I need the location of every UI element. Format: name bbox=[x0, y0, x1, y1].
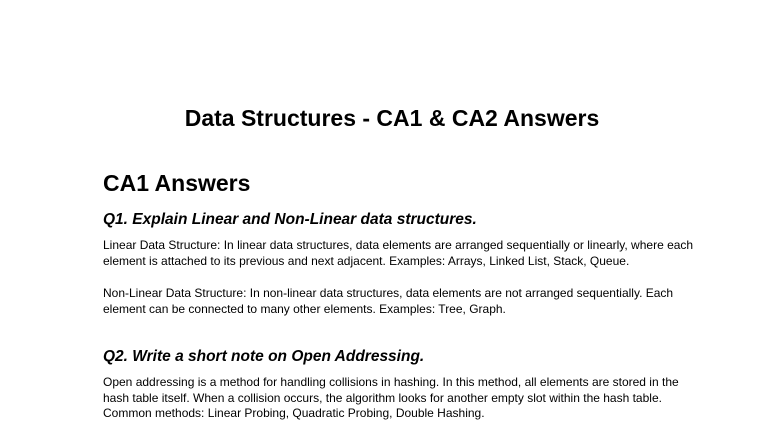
section-heading-ca1: CA1 Answers bbox=[103, 170, 251, 196]
answer-paragraph-non-linear: Non-Linear Data Structure: In non-linear data structures, data elements are not arranged sequentially. Each element can be connected to many other elements. Examples: Tree, Graph. bbox=[103, 286, 674, 316]
answer-paragraph-linear: Linear Data Structure: In linear data structures, data elements are arranged sequentially or linearly, where each element is attached to its previous and next adjacent. Examples: Arrays, Linked List, Stack, Queue. bbox=[103, 238, 694, 268]
document-title: Data Structures - CA1 & CA2 Answers bbox=[184, 105, 600, 131]
answer-paragraph-open-addressing: Open addressing is a method for handling collisions in hashing. In this method, all elements are stored in the hash table itself. When a collision occurs, the algorithm looks for another empty slot within the hash table. Common methods: Linear Probing, Quadratic Probing, Double Hashing. bbox=[103, 375, 679, 421]
question-heading-q2: Q2. Write a short note on Open Addressing. bbox=[103, 348, 425, 365]
question-heading-q1: Q1. Explain Linear and Non-Linear data structures. bbox=[103, 211, 477, 228]
